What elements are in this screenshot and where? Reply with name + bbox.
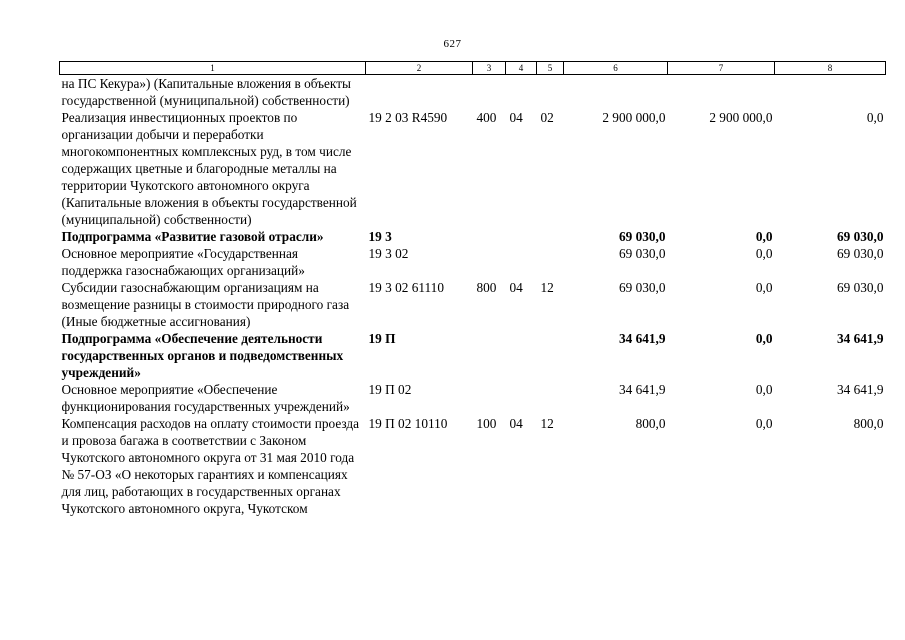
amount-col6: 69 030,0 [618, 280, 666, 295]
row-name: Реализация инвестиционных проектов по организации добычи и переработки многокомпонентных комплексных руд, в том числе содержащих цветные и благородные металлы на территории Чукотского автономного округа (Капитальные вложения в объекты государственной (муниципальной) собственности) [61, 110, 357, 227]
column-header: 1 [60, 62, 366, 75]
table-row [60, 109, 886, 228]
subsection-code [537, 75, 564, 110]
table-row [60, 415, 886, 517]
section-code [506, 381, 537, 415]
amount-col6: 2 900 000,0 [602, 110, 666, 125]
target-article-code: 19 П 02 10110 [368, 416, 448, 431]
subsection-code [537, 330, 564, 381]
amount-col7 [668, 75, 775, 110]
amount-col6: 800,0 [635, 416, 666, 431]
amount-col6: 69 030,0 [618, 246, 666, 261]
expense-type-code [473, 330, 506, 381]
row-name: Компенсация расходов на оплату стоимости проезда и провоза багажа в соответствии с Законом Чукотского автономного округа от 31 мая 2010 года № 57-ОЗ «О некоторых гарантиях и компенсациях для лиц, работающих в государственных органах Чукотского автономного округа, Чукотском [61, 416, 360, 516]
section-code [506, 228, 537, 245]
amount-col8: 69 030,0 [836, 280, 884, 295]
expense-type-code [473, 228, 506, 245]
subsection-code [537, 245, 564, 279]
target-article-code: 19 П [368, 331, 396, 346]
amount-col6: 69 030,0 [618, 229, 666, 244]
expense-type-code [473, 381, 506, 415]
column-header: 2 [366, 62, 473, 75]
row-name: Субсидии газоснабжающим организациям на возмещение разницы в стоимости природного газа (Иные бюджетные ассигнования) [61, 280, 350, 329]
row-name: Основное мероприятие «Государственная поддержка газоснабжающих организаций» [61, 246, 305, 278]
target-article-code: 19 2 03 R4590 [368, 110, 448, 125]
amount-col7: 0,0 [755, 246, 773, 261]
expense-type-code: 100 [476, 416, 497, 431]
subsection-code [537, 228, 564, 245]
section-code [506, 75, 537, 110]
amount-col8: 69 030,0 [836, 229, 884, 244]
amount-col8: 800,0 [853, 416, 884, 431]
section-code [506, 245, 537, 279]
budget-table [59, 61, 886, 517]
amount-col7: 0,0 [755, 382, 773, 397]
target-article-code: 19 3 02 61110 [368, 280, 444, 295]
table-row [60, 245, 886, 279]
section-code [506, 330, 537, 381]
page-number: 627 [443, 38, 462, 50]
amount-col7: 0,0 [755, 280, 773, 295]
target-article-code: 19 3 02 [368, 246, 409, 261]
amount-col8 [775, 75, 886, 110]
table-body [60, 75, 886, 518]
section-code: 04 [509, 416, 523, 431]
column-number-header [60, 62, 886, 75]
column-header: 6 [564, 62, 668, 75]
expense-type-code [473, 75, 506, 110]
table-row [60, 330, 886, 381]
section-code: 04 [509, 280, 523, 295]
row-name: на ПС Кекура») (Капитальные вложения в объекты государственной (муниципальной) собственности) [61, 76, 351, 108]
amount-col7: 2 900 000,0 [709, 110, 773, 125]
row-name: Основное мероприятие «Обеспечение функционирования государственных учреждений» [61, 382, 350, 414]
amount-col6: 34 641,9 [618, 331, 666, 346]
row-name: Подпрограмма «Развитие газовой отрасли» [61, 229, 324, 244]
expense-type-code: 800 [476, 280, 497, 295]
amount-col6 [564, 75, 668, 110]
target-article-code [366, 75, 473, 110]
amount-col7: 0,0 [755, 331, 773, 346]
column-header: 3 [473, 62, 506, 75]
amount-col8: 34 641,9 [836, 382, 884, 397]
column-header: 5 [537, 62, 564, 75]
table-row [60, 381, 886, 415]
amount-col8: 69 030,0 [836, 246, 884, 261]
amount-col6: 34 641,9 [618, 382, 666, 397]
subsection-code: 12 [540, 416, 554, 431]
table-row [60, 228, 886, 245]
expense-type-code: 400 [476, 110, 497, 125]
subsection-code: 02 [540, 110, 554, 125]
column-header: 4 [506, 62, 537, 75]
amount-col8: 0,0 [866, 110, 884, 125]
amount-col7: 0,0 [755, 416, 773, 431]
target-article-code: 19 3 [368, 229, 392, 244]
amount-col7: 0,0 [755, 229, 773, 244]
section-code: 04 [509, 110, 523, 125]
target-article-code: 19 П 02 [368, 382, 412, 397]
row-name: Подпрограмма «Обеспечение деятельности государственных органов и подведомственных учреждений» [61, 331, 344, 380]
column-header: 7 [668, 62, 775, 75]
column-header: 8 [775, 62, 886, 75]
expense-type-code [473, 245, 506, 279]
amount-col8: 34 641,9 [836, 331, 884, 346]
table-row [60, 75, 886, 110]
subsection-code: 12 [540, 280, 554, 295]
subsection-code [537, 381, 564, 415]
table-row [60, 279, 886, 330]
